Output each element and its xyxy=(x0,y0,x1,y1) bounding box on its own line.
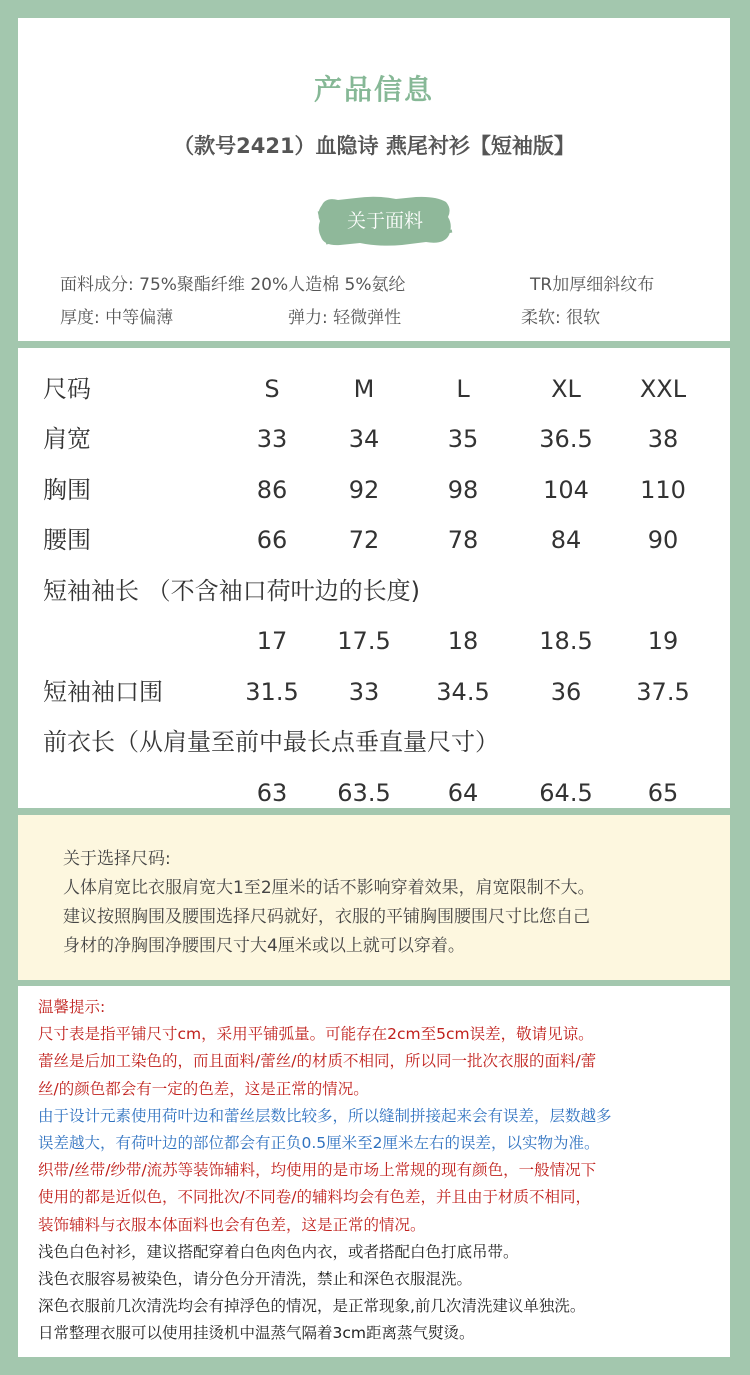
size-cell: L xyxy=(456,375,470,403)
table-cell: 63.5 xyxy=(337,779,391,807)
size-advice-line: 建议按照胸围及腰围选择尺码就好，衣服的平铺胸围腰围尺寸比您自己 xyxy=(63,907,590,927)
fabric-type: TR加厚细斜纹布 xyxy=(530,275,655,295)
cuff-row xyxy=(18,667,730,717)
table-cell: 17.5 xyxy=(337,627,391,655)
table-cell: 36.5 xyxy=(539,425,593,453)
page-title: 产品信息 xyxy=(313,73,434,106)
note-line: 深色衣服前几次清洗均会有掉浮色的情况，是正常现象,前几次清洗建议单独洗。 xyxy=(38,1297,586,1316)
product-subtitle: （款号2421）血隐诗 燕尾衬衫【短袖版】 xyxy=(173,134,575,158)
table-cell: 17 xyxy=(256,627,288,655)
note-line: 尺寸表是指平铺尺寸cm，采用平铺弧量。可能存在2cm至5cm误差，敬请见谅。 xyxy=(38,1025,594,1044)
note-line: 丝/的颜色都会有一定的色差，这是正常的情况。 xyxy=(38,1079,369,1098)
row-label: 前衣长（从肩量至前中最长点垂直量尺寸） xyxy=(43,728,499,756)
size-advice-line: 身材的净胸围净腰围尺寸大4厘米或以上就可以穿着。 xyxy=(63,936,465,956)
row-label: 肩宽 xyxy=(43,425,91,453)
row-label: 尺码 xyxy=(43,375,91,403)
note-line: 由于设计元素使用荷叶边和蕾丝层数比较多，所以缝制拼接起来会有误差，层数越多 xyxy=(38,1106,612,1125)
table-cell: 38 xyxy=(647,425,679,453)
row-label: 短袖袖口围 xyxy=(43,678,163,706)
size-advice-text xyxy=(63,845,595,961)
table-cell: 90 xyxy=(647,526,679,554)
table-cell: 104 xyxy=(543,476,589,504)
table-cell: 34 xyxy=(348,425,380,453)
table-cell: 63 xyxy=(256,779,288,807)
table-cell: 64 xyxy=(447,779,479,807)
size-cell: XL xyxy=(551,375,581,403)
row-label: 短袖袖长 （不含袖口荷叶边的长度) xyxy=(43,577,420,605)
softness: 柔软: 很软 xyxy=(521,308,601,328)
note-line: 误差越大，有荷叶边的部位都会有正负0.5厘米至2厘米左右的误差，以实物为准。 xyxy=(38,1134,600,1153)
size-header-row xyxy=(18,364,730,414)
waist-row xyxy=(18,515,730,565)
table-cell: 37.5 xyxy=(636,678,690,706)
table-cell: 33 xyxy=(348,678,380,706)
note-line: 装饰辅料与衣服本体面料也会有色差，这是正常的情况。 xyxy=(38,1215,426,1234)
chest-row xyxy=(18,465,730,515)
note-line: 使用的都是近似色，不同批次/不同卷/的辅料均会有色差，并且由于材质不相同， xyxy=(38,1188,591,1207)
table-cell: 65 xyxy=(647,779,679,807)
shoulder-row xyxy=(18,414,730,464)
size-advice-heading: 关于选择尺码: xyxy=(63,849,171,869)
notes-text xyxy=(38,994,612,1348)
note-line: 蕾丝是后加工染色的，而且面料/蕾丝/的材质不相同，所以同一批次衣服的面料/蕾 xyxy=(38,1052,597,1071)
note-line: 浅色衣服容易被染色，请分色分开清洗，禁止和深色衣服混洗。 xyxy=(38,1270,473,1289)
table-cell: 110 xyxy=(640,476,686,504)
sleeve-length-label-row xyxy=(18,566,730,616)
size-table xyxy=(18,348,730,808)
table-cell: 66 xyxy=(256,526,288,554)
table-cell: 18 xyxy=(447,627,479,655)
table-cell: 64.5 xyxy=(539,779,593,807)
note-line: 日常整理衣服可以使用挂烫机中温蒸气隔着3cm距离蒸气熨烫。 xyxy=(38,1324,475,1343)
sleeve-length-row xyxy=(18,616,730,666)
elasticity: 弹力: 轻微弹性 xyxy=(288,308,402,328)
table-cell: 72 xyxy=(348,526,380,554)
table-cell: 78 xyxy=(447,526,479,554)
row-label: 腰围 xyxy=(43,526,91,554)
size-advice-line: 人体肩宽比衣服肩宽大1至2厘米的话不影响穿着效果，肩宽限制不大。 xyxy=(63,878,595,898)
size-advice-panel xyxy=(18,815,730,980)
size-cell: M xyxy=(353,375,375,403)
table-cell: 34.5 xyxy=(436,678,490,706)
product-info-panel xyxy=(18,18,730,341)
table-cell: 31.5 xyxy=(245,678,299,706)
table-cell: 19 xyxy=(647,627,679,655)
front-length-row xyxy=(18,768,730,818)
note-line: 浅色白色衬衫，建议搭配穿着白色肉色内衣，或者搭配白色打底吊带。 xyxy=(38,1242,519,1261)
notes-panel xyxy=(18,986,730,1357)
fabric-badge-label: 关于面料 xyxy=(346,210,423,232)
size-cell: S xyxy=(264,375,280,403)
note-line: 织带/丝带/纱带/流苏等装饰辅料，均使用的是市场上常规的现有颜色，一般情况下 xyxy=(38,1161,597,1180)
table-cell: 18.5 xyxy=(539,627,593,655)
fabric-badge xyxy=(316,193,454,249)
table-cell: 98 xyxy=(447,476,479,504)
notes-heading: 温馨提示: xyxy=(38,998,106,1016)
table-cell: 92 xyxy=(348,476,380,504)
table-cell: 84 xyxy=(550,526,582,554)
size-cell: XXL xyxy=(639,375,687,403)
table-cell: 36 xyxy=(550,678,582,706)
table-cell: 86 xyxy=(256,476,288,504)
front-length-label-row xyxy=(18,717,730,767)
table-cell: 33 xyxy=(256,425,288,453)
table-cell: 35 xyxy=(447,425,479,453)
thickness: 厚度: 中等偏薄 xyxy=(60,308,174,328)
fabric-composition: 面料成分: 75%聚酯纤维 20%人造棉 5%氨纶 xyxy=(60,275,406,295)
row-label: 胸围 xyxy=(43,476,91,504)
